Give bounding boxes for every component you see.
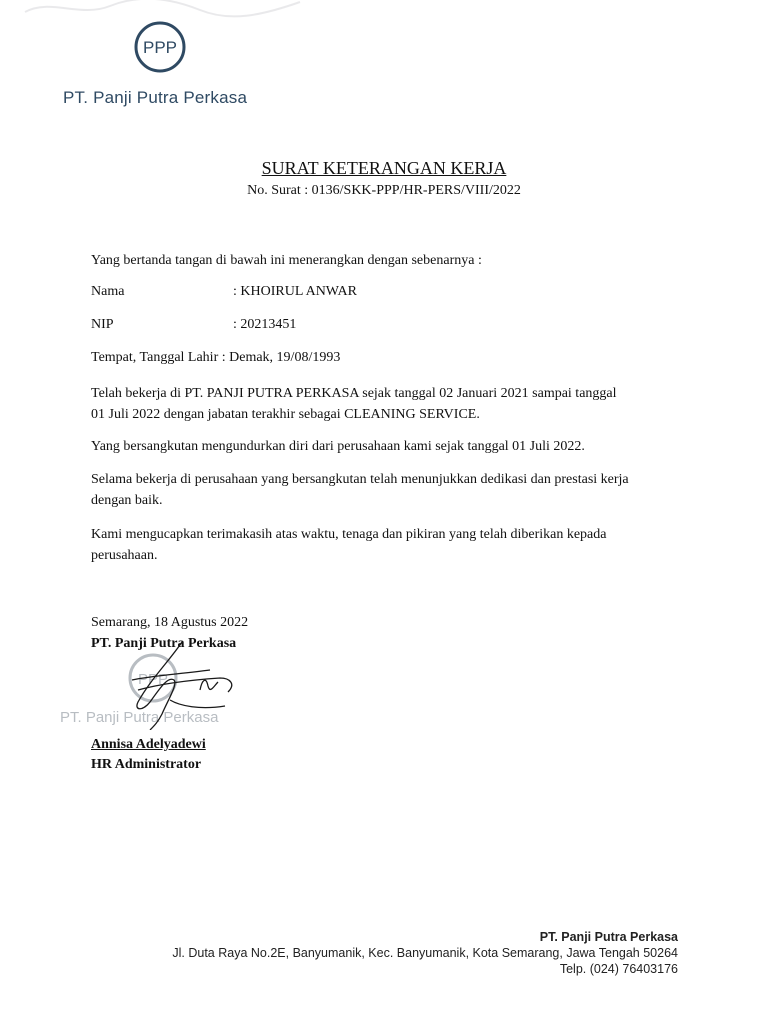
paragraph-employment-line1: Telah bekerja di PT. PANJI PUTRA PERKASA sejak tanggal 02 Januari 2021 sampai tanggal [91,386,617,401]
footer-phone: Telp. (024) 76403176 [559,962,678,976]
field-nip-value: : 20213451 [233,317,297,332]
signer-name: Annisa Adelyadewi [91,737,206,752]
stamp-text: PT. Panji Putra Perkasa [60,709,219,726]
paragraph-employment [91,383,681,425]
intro-text: Yang bertanda tangan di bawah ini menerangkan dengan sebenarnya : [91,253,482,268]
paragraph-resignation: Yang bersangkutan mengundurkan diri dari perusahaan kami sejak tanggal 01 Juli 2022. [91,439,585,454]
document-title: SURAT KETERANGAN KERJA [261,158,507,178]
svg-text:PPP: PPP [137,671,169,688]
paragraph-dedication-line2: dengan baik. [91,493,163,508]
field-birth: Tempat, Tanggal Lahir : Demak, 19/08/1993 [91,350,341,365]
place-date: Semarang, 18 Agustus 2022 [91,615,249,630]
company-stamp [50,640,260,730]
paragraph-thanks-line2: perusahaan. [91,548,158,563]
paragraph-thanks-line1: Kami mengucapkan terimakasih atas waktu, tenaga dan pikiran yang telah diberikan kepada [91,527,607,542]
footer-address: Jl. Duta Raya No.2E, Banyumanik, Kec. Banyumanik, Kota Semarang, Jawa Tengah 50264 [172,946,678,960]
field-name-value: : KHOIRUL ANWAR [233,284,357,299]
company-name: PT. Panji Putra Perkasa [63,88,248,107]
faint-watermark-header [20,0,320,22]
paragraph-dedication-line1: Selama bekerja di perusahaan yang bersangkutan telah menunjukkan dedikasi dan prestasi kerja [91,472,629,487]
footer-company: PT. Panji Putra Perkasa [539,930,678,944]
field-name [91,284,357,300]
logo-text: PPP [142,38,178,57]
paragraph-thanks [91,524,681,566]
company-logo [133,20,187,74]
paragraph-dedication [91,469,681,511]
field-nip-label: NIP [91,317,114,332]
paragraph-employment-line2: 01 Juli 2022 dengan jabatan terakhir sebagai CLEANING SERVICE. [91,407,480,422]
field-name-label: Nama [91,284,125,299]
signature-company: PT. Panji Putra Perkasa [91,636,237,651]
field-nip [91,317,296,333]
document-number: No. Surat : 0136/SKK-PPP/HR-PERS/VIII/2022 [247,183,521,198]
signer-title: HR Administrator [91,757,202,772]
